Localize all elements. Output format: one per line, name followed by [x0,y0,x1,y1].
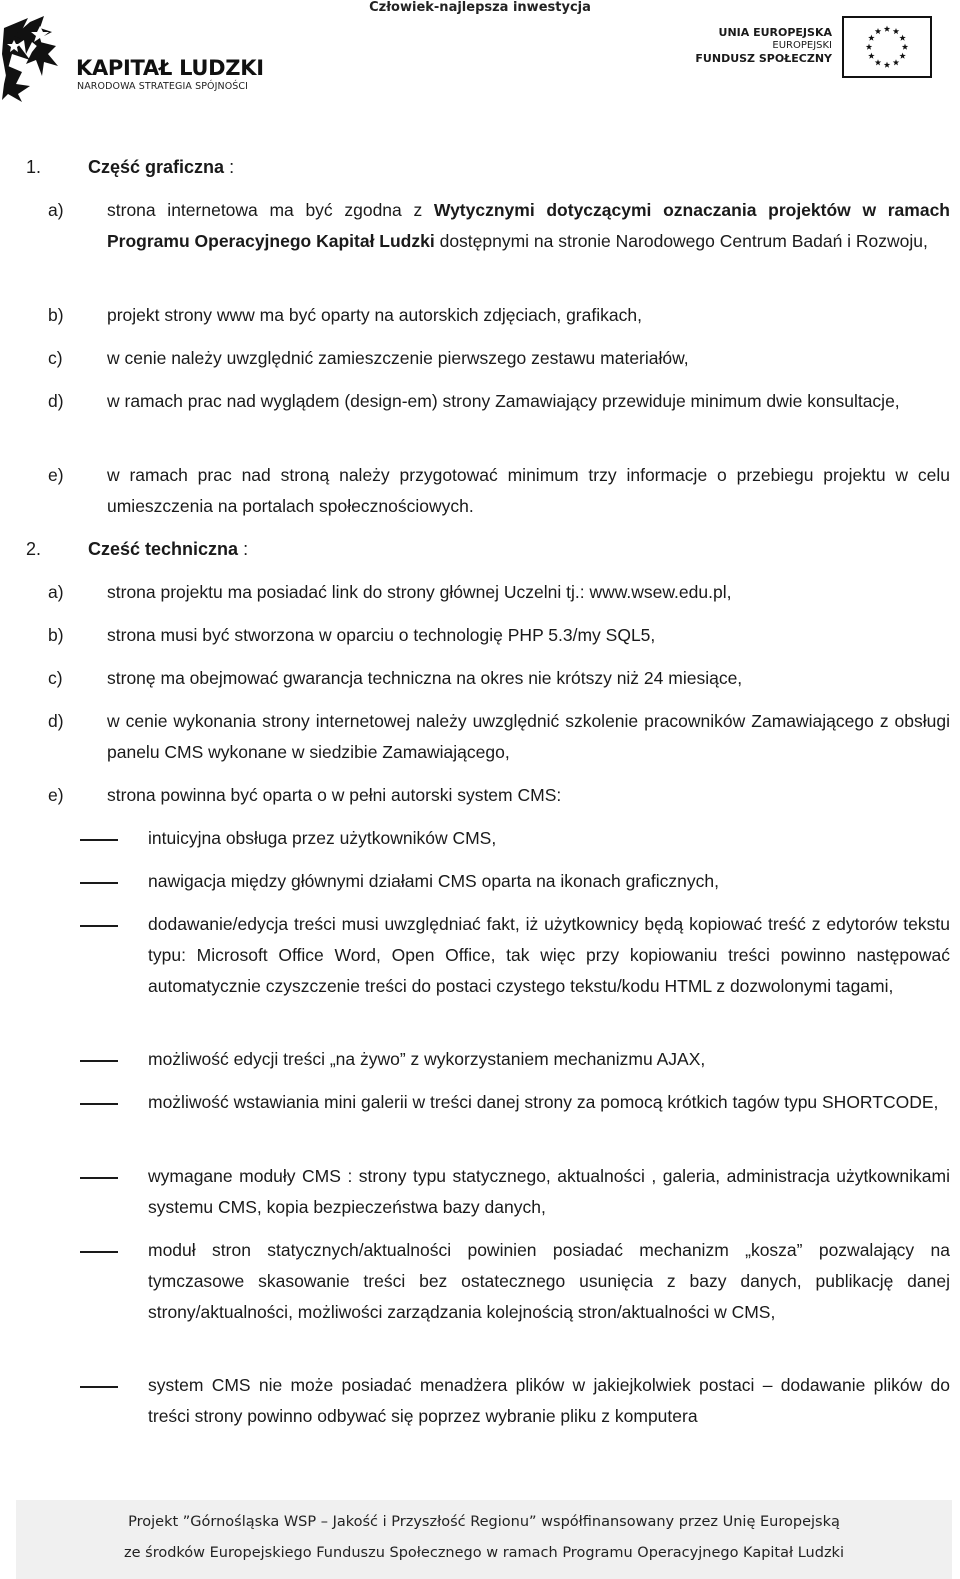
kapital-ludzki-figure-icon [0,14,72,104]
list-item-letter: d) [48,391,64,411]
dash-bullet-icon [80,1386,118,1388]
list-item-text-bold: Wytycznymi dotyczącymi oznaczania projektów w ramach Programu Operacyjnego Kapitał Ludzki [107,200,950,251]
list-item-text-part: projekt strony www ma być oparty na autorskich zdjęciach, grafikach, [107,305,642,325]
section-title: Cześć techniczna [88,539,239,559]
eu-flag-icon [842,16,932,78]
dash-bullet-icon [80,839,118,841]
cms-feature-text: nawigacja między głównymi działami CMS oparta na ikonach graficznych, [148,871,719,891]
section-title: Część graficzna [88,157,225,177]
list-item-letter: a) [48,582,64,602]
header-caption: Człowiek-najlepsza inwestycja [369,0,591,15]
list-item-letter: d) [48,711,64,731]
list-item-text-part: w ramach prac nad wyglądem (design-em) strony Zamawiający przewiduje minimum dwie konsultacje, [107,391,900,411]
list-item-letter: b) [48,625,64,645]
list-item-letter: e) [48,785,64,805]
footer-line2: ze środków Europejskiego Funduszu Społecznego w ramach Programu Operacyjnego Kapitał Ludzki [124,1545,844,1561]
list-item-text [107,577,950,608]
list-item-text [107,195,950,257]
kapital-ludzki-subtitle: NARODOWA STRATEGIA SPÓJNOŚCI [77,81,249,92]
section-heading [26,534,248,564]
footer-band [16,1500,952,1579]
eu-logo-text [695,26,832,65]
list-item-text-part: stronę ma obejmować gwarancja techniczna na okres nie krótszy niż 24 miesiące, [107,668,743,688]
list-item-text-part: strona powinna być oparta o w pełni autorski system CMS: [107,785,562,805]
eu-logo [695,14,940,80]
section-title-suffix: : [224,157,235,177]
list-item-text-part: w cenie należy uwzględnić zamieszczenie pierwszego zestawu materiałów, [107,348,689,368]
dash-bullet-icon [80,1177,118,1179]
footer-line1: Projekt ”Górnośląska WSP – Jakość i Przyszłość Regionu” współfinansowany przez Unię Europejską [128,1514,840,1530]
dash-bullet-icon [80,1060,118,1062]
section-number: 2. [26,539,42,559]
list-item-letter: b) [48,305,64,325]
cms-feature-text: możliwość edycji treści „na żywo” z wykorzystaniem mechanizmu AJAX, [148,1049,706,1069]
eu-logo-line2: EUROPEJSKI [772,40,832,51]
section-heading [26,152,234,182]
cms-feature-text: system CMS nie może posiadać menadżera plików w jakiejkolwiek postaci – dodawanie plików do treści strony powinno odbywać się poprzez wybranie pliku z komputera [148,1375,950,1426]
cms-feature-text: moduł stron statycznych/aktualności powinien posiadać mechanizm „kosza” pozwalający na tymczasowe skasowanie treści bez ostatecznego usunięcia z bazy danych, publikację danej strony/aktualności, możliwości zarządzania kolejnością stron/aktualności w CMS, [148,1240,950,1322]
section-title-suffix: : [238,539,249,559]
cms-feature-text: wymagane moduły CMS : strony typu statycznego, aktualności , galeria, administracja użytkownikami systemu CMS, kopia bezpieczeństwa bazy danych, [148,1166,950,1217]
list-item-letter: a) [48,200,64,220]
section-number: 1. [26,157,42,177]
list-item-text [107,300,950,331]
list-item-text [107,460,950,522]
eu-logo-line3: FUNDUSZ SPOŁECZNY [695,52,832,65]
kapital-ludzki-logo [0,14,280,104]
list-item-text-part: strona musi być stworzona w oparciu o technologię PHP 5.3/my SQL5, [107,625,656,645]
list-item-text [107,620,950,651]
kapital-ludzki-title: KAPITAŁ LUDZKI [76,56,264,80]
list-item-text [107,663,950,694]
list-item-text-part: w cenie wykonania strony internetowej należy uwzględnić szkolenie pracowników Zamawiającego z obsługi panelu CMS wykonane w siedzibie Zamawiającego, [107,711,950,762]
cms-feature-text: możliwość wstawiania mini galerii w treści danej strony za pomocą krótkich tagów typu SHORTCODE, [148,1092,939,1112]
list-item-text [107,706,950,768]
dash-bullet-icon [80,882,118,884]
list-item-letter: c) [48,668,63,688]
list-item-text-part: w ramach prac nad stroną należy przygotować minimum trzy informacje o przebiegu projektu w celu umieszczenia na portalach społecznościowych. [107,465,950,516]
list-item-text-part: dostępnymi na stronie Narodowego Centrum Badań i Rozwoju, [434,231,928,251]
dash-bullet-icon [80,1103,118,1105]
list-item-text-part: strona internetowa ma być zgodna z [107,200,434,220]
eu-logo-line1: UNIA EUROPEJSKA [718,26,832,39]
list-item-text [107,343,950,374]
list-item-letter: e) [48,465,64,485]
list-item-letter: c) [48,348,63,368]
list-item-text-part: strona projektu ma posiadać link do strony głównej Uczelni tj.: www.wsew.edu.pl, [107,582,732,602]
list-item-text [107,780,950,811]
cms-feature-text: dodawanie/edycja treści musi uwzględniać fakt, iż użytkownicy będą kopiować treść z edytorów tekstu typu: Microsoft Office Word, Open Office, tak więc przy kopiowaniu treści powinno następować automatycznie czyszczenie treści do postaci czystego tekstu/kodu HTML z dozwolonymi tagami, [148,914,950,996]
dash-bullet-icon [80,1251,118,1253]
dash-bullet-icon [80,925,118,927]
cms-feature-text: intuicyjna obsługa przez użytkowników CMS, [148,828,497,848]
list-item-text [107,386,950,417]
